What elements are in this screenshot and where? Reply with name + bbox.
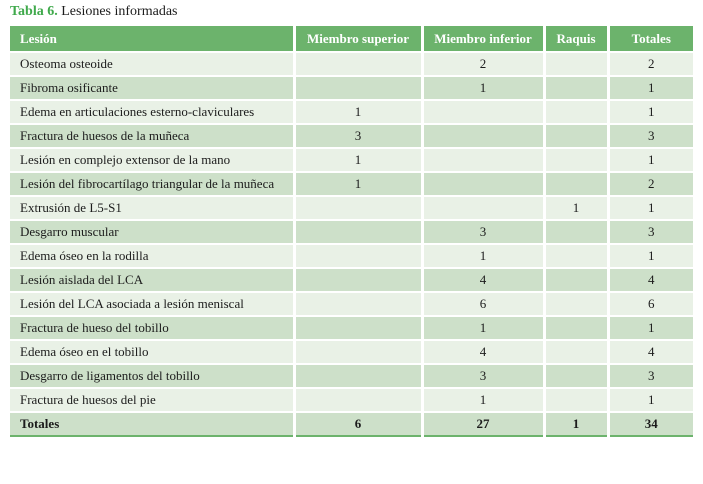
value-cell: 4 <box>422 340 544 364</box>
value-cell: 3 <box>294 124 422 148</box>
value-cell: 4 <box>608 268 693 292</box>
table-row <box>10 244 693 268</box>
lesion-cell: Fibroma osificante <box>10 76 294 100</box>
table-row <box>10 388 693 412</box>
lesion-cell: Fractura de huesos del pie <box>10 388 294 412</box>
table-caption-text: Lesiones informadas <box>61 4 178 19</box>
table-row <box>10 292 693 316</box>
value-cell: 1 <box>608 316 693 340</box>
value-cell <box>544 268 608 292</box>
table-row <box>10 52 693 76</box>
value-cell: 27 <box>422 412 544 436</box>
table-caption-number: Tabla 6. <box>10 4 58 19</box>
table-row <box>10 124 693 148</box>
value-cell: 1 <box>294 148 422 172</box>
value-cell <box>294 364 422 388</box>
value-cell <box>544 244 608 268</box>
lesion-cell: Desgarro de ligamentos del tobillo <box>10 364 294 388</box>
col-header-lesion: Lesión <box>10 26 294 52</box>
value-cell <box>544 292 608 316</box>
totals-row <box>10 412 693 436</box>
table-body <box>10 52 693 436</box>
lesion-cell: Edema en articulaciones esterno-claviculares <box>10 100 294 124</box>
lesion-cell: Osteoma osteoide <box>10 52 294 76</box>
value-cell <box>294 268 422 292</box>
value-cell <box>544 76 608 100</box>
col-header-miembro-superior: Miembro superior <box>294 26 422 52</box>
table-row <box>10 196 693 220</box>
value-cell: 1 <box>608 76 693 100</box>
value-cell: 1 <box>608 196 693 220</box>
value-cell <box>422 196 544 220</box>
value-cell: 4 <box>608 340 693 364</box>
value-cell <box>294 76 422 100</box>
value-cell: 1 <box>608 148 693 172</box>
value-cell <box>294 292 422 316</box>
value-cell <box>294 244 422 268</box>
value-cell <box>544 172 608 196</box>
value-cell: 1 <box>422 316 544 340</box>
lesion-cell: Fractura de huesos de la muñeca <box>10 124 294 148</box>
value-cell <box>544 364 608 388</box>
lesions-table <box>10 26 693 437</box>
col-header-totales: Totales <box>608 26 693 52</box>
value-cell: 3 <box>608 364 693 388</box>
value-cell: 2 <box>608 172 693 196</box>
value-cell: 6 <box>294 412 422 436</box>
value-cell: 1 <box>608 388 693 412</box>
value-cell <box>544 148 608 172</box>
value-cell <box>544 316 608 340</box>
lesion-cell: Fractura de hueso del tobillo <box>10 316 294 340</box>
value-cell <box>294 196 422 220</box>
value-cell: 1 <box>608 244 693 268</box>
lesion-cell: Edema óseo en el tobillo <box>10 340 294 364</box>
table-caption <box>10 4 693 19</box>
lesion-cell: Lesión del LCA asociada a lesión meniscal <box>10 292 294 316</box>
col-header-raquis: Raquis <box>544 26 608 52</box>
value-cell <box>422 124 544 148</box>
value-cell: 4 <box>422 268 544 292</box>
table-row <box>10 316 693 340</box>
value-cell: 2 <box>422 52 544 76</box>
value-cell: 6 <box>608 292 693 316</box>
lesion-cell: Edema óseo en la rodilla <box>10 244 294 268</box>
table-row <box>10 364 693 388</box>
value-cell: 1 <box>422 244 544 268</box>
table-row <box>10 148 693 172</box>
value-cell: 34 <box>608 412 693 436</box>
value-cell: 1 <box>544 196 608 220</box>
value-cell <box>294 340 422 364</box>
lesion-cell: Lesión del fibrocartílago triangular de la muñeca <box>10 172 294 196</box>
value-cell: 1 <box>422 388 544 412</box>
value-cell: 1 <box>422 76 544 100</box>
table-row <box>10 76 693 100</box>
value-cell: 3 <box>608 220 693 244</box>
value-cell <box>544 388 608 412</box>
value-cell <box>294 388 422 412</box>
header-row <box>10 26 693 52</box>
value-cell <box>544 340 608 364</box>
table-row <box>10 100 693 124</box>
lesion-cell: Desgarro muscular <box>10 220 294 244</box>
lesion-cell: Extrusión de L5-S1 <box>10 196 294 220</box>
value-cell <box>294 220 422 244</box>
value-cell <box>294 52 422 76</box>
table-row <box>10 340 693 364</box>
table-row <box>10 220 693 244</box>
value-cell <box>422 148 544 172</box>
lesion-cell: Lesión aislada del LCA <box>10 268 294 292</box>
table-row <box>10 268 693 292</box>
value-cell <box>544 220 608 244</box>
col-header-miembro-inferior: Miembro inferior <box>422 26 544 52</box>
value-cell <box>544 52 608 76</box>
value-cell: 1 <box>544 412 608 436</box>
value-cell <box>544 124 608 148</box>
value-cell <box>422 172 544 196</box>
value-cell: 1 <box>294 172 422 196</box>
value-cell: 2 <box>608 52 693 76</box>
table-row <box>10 172 693 196</box>
value-cell: 3 <box>422 220 544 244</box>
value-cell: 6 <box>422 292 544 316</box>
value-cell <box>544 100 608 124</box>
lesion-cell: Totales <box>10 412 294 436</box>
value-cell: 1 <box>294 100 422 124</box>
value-cell <box>294 316 422 340</box>
value-cell <box>422 100 544 124</box>
lesion-cell: Lesión en complejo extensor de la mano <box>10 148 294 172</box>
value-cell: 3 <box>422 364 544 388</box>
value-cell: 3 <box>608 124 693 148</box>
value-cell: 1 <box>608 100 693 124</box>
